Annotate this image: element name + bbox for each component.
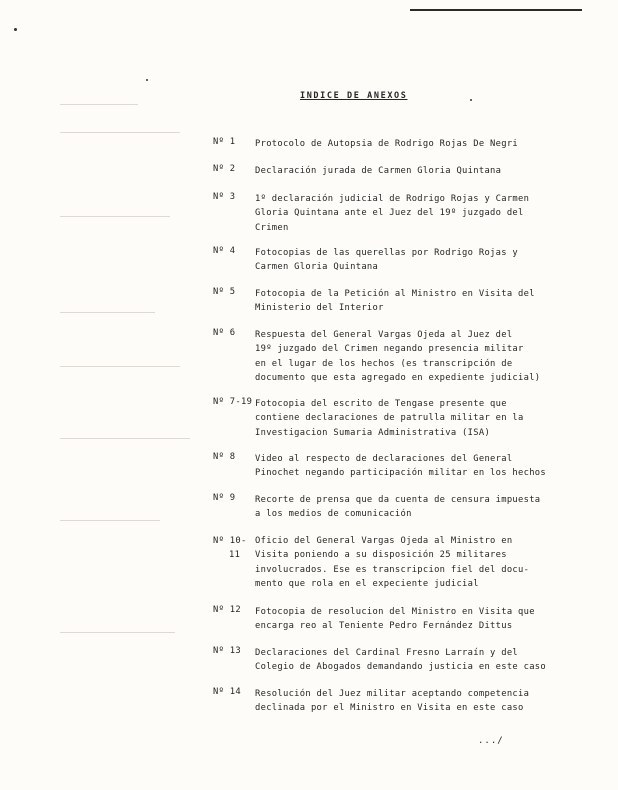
annex-description: [255, 493, 543, 522]
annex-description-line: Colegio de Abogados demandando justicia en este caso: [255, 662, 547, 673]
annex-description-line: declinada por el Ministro en Visita en este caso: [255, 703, 524, 714]
annex-description-line: Pinochet negando participación militar en los hechos: [255, 468, 547, 479]
annex-number: Nº 6: [213, 328, 236, 338]
annex-description-line: involucrados. Ese es transcripcion fiel del docu-: [255, 564, 530, 575]
annex-number: Nº 4: [213, 246, 236, 256]
annex-entry: [213, 192, 543, 235]
annex-number: Nº 8: [213, 452, 236, 462]
annex-description: [255, 328, 543, 385]
annex-entry: [213, 246, 543, 275]
annex-entry: [213, 164, 543, 178]
annex-number: Nº 3: [213, 192, 236, 202]
annex-description-line: encarga reo al Teniente Pedro Fernández Dittus: [255, 621, 513, 632]
annex-description-line: Fotocopia de resolucion del Ministro en Visita que: [255, 607, 535, 617]
annex-number: Nº 14: [213, 687, 241, 697]
annex-description-line: Protocolo de Autopsia de Rodrigo Rojas De Negri: [255, 139, 519, 149]
annex-description: [255, 137, 543, 151]
annex-description: [255, 646, 547, 675]
annex-description: [255, 605, 543, 634]
annex-entry: [213, 605, 543, 634]
annex-description: [255, 452, 547, 481]
annex-description-line: Respuesta del General Vargas Ojeda al Juez del: [255, 330, 513, 340]
annex-description-line: Ministerio del Interior: [255, 303, 384, 314]
annex-description-line: Visita poniendo a su disposición 25 militares: [255, 550, 507, 561]
annex-number: Nº 10- 11: [213, 536, 247, 561]
annex-number: Nº 12: [213, 605, 241, 615]
annex-description-line: Crimen: [255, 222, 289, 233]
speck: [146, 79, 148, 81]
top-rule: [410, 9, 582, 11]
annex-description-line: Video al respecto de declaraciones del General: [255, 454, 513, 464]
annex-number: Nº 5: [213, 287, 236, 297]
annex-description-line: contiene declaraciones de patrulla militar en la: [255, 413, 524, 424]
continuation-mark: .../: [478, 736, 504, 746]
annex-number: Nº 9: [213, 493, 236, 503]
annex-description-line: a los medios de comunicación: [255, 509, 412, 520]
annex-number: Nº 1: [213, 137, 236, 147]
annex-number: Nº 13: [213, 646, 241, 656]
annex-description-line: 19º juzgado del Crimen negando presencia militar: [255, 344, 524, 355]
annex-description: [255, 164, 543, 178]
annex-description-line: Declaraciones del Cardinal Fresno Larraín y del: [255, 648, 519, 658]
annex-description-line: Recorte de prensa que da cuenta de censura impuesta: [255, 495, 541, 505]
annex-description: [255, 534, 543, 591]
annex-entry: [213, 397, 543, 440]
annex-description-line: mento que rola en el expeciente judicial: [255, 578, 479, 589]
annex-description-line: Gloria Quintana ante el Juez del 19º juzgado del: [255, 208, 524, 219]
annex-description-line: documento que esta agregado en expediente judicial): [255, 372, 541, 383]
annex-number: Nº 7-19: [213, 397, 253, 407]
annex-description-line: Declaración jurada de Carmen Gloria Quintana: [255, 166, 502, 176]
annex-description: [255, 687, 543, 716]
speck: [470, 99, 472, 101]
annex-description-line: 1º declaración judicial de Rodrigo Rojas y Carmen: [255, 194, 530, 204]
annex-description-line: Investigacion Sumaria Administrativa (ISA): [255, 427, 491, 438]
annex-entry: [213, 646, 547, 675]
annex-description-line: Carmen Gloria Quintana: [255, 262, 379, 273]
annex-entry: [213, 328, 543, 385]
annex-description-line: Fotocopias de las querellas por Rodrigo Rojas y: [255, 248, 519, 258]
annex-entry: [213, 493, 543, 522]
annex-entry: [213, 452, 547, 481]
annex-description-line: Resolución del Juez militar aceptando competencia: [255, 689, 530, 699]
annex-entry: [213, 534, 543, 591]
annex-entry: [213, 687, 543, 716]
annex-description-line: en el lugar de los hechos (es transcripción de: [255, 358, 513, 369]
annex-entry: [213, 137, 543, 151]
annex-entry: [213, 287, 543, 316]
annex-description-line: Fotocopia de la Petición al Ministro en Visita del: [255, 289, 535, 299]
speck: [14, 28, 17, 31]
page-title: INDICE DE ANEXOS: [300, 91, 408, 101]
annex-number: Nº 2: [213, 164, 236, 174]
annex-description: [255, 397, 543, 440]
annex-description: [255, 192, 543, 235]
annex-description: [255, 246, 543, 275]
annex-description-line: Oficio del General Vargas Ojeda al Ministro en: [255, 536, 513, 546]
annex-description: [255, 287, 543, 316]
annex-description-line: Fotocopia del escrito de Tengase presente que: [255, 399, 507, 409]
